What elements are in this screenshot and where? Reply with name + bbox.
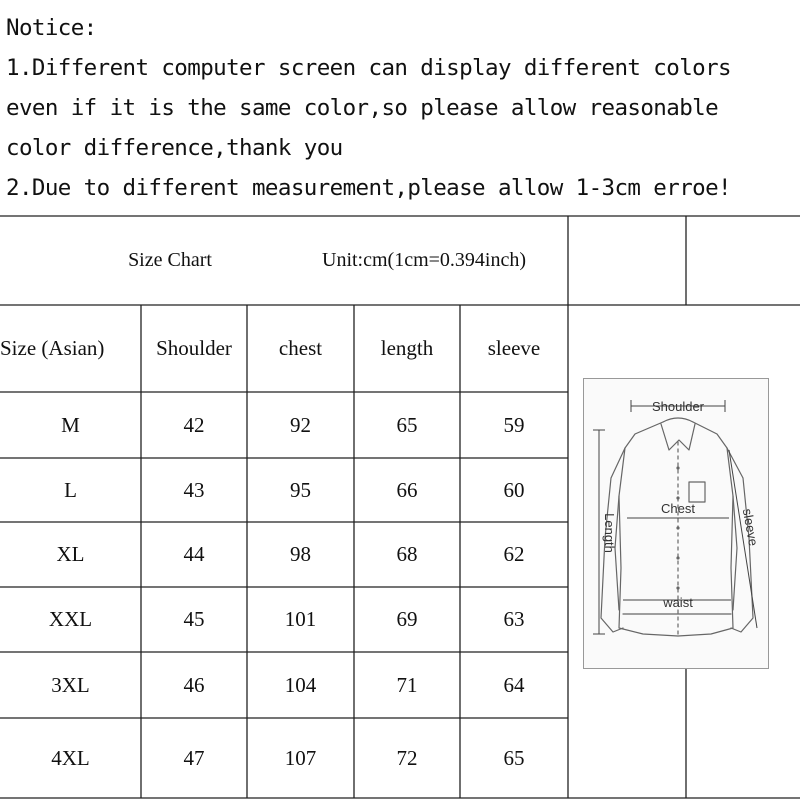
table-cell: 43 <box>183 477 205 502</box>
table-cell: 104 <box>284 672 317 697</box>
notice-line-2: even if it is the same color,so please allow reasonable <box>6 95 719 121</box>
table-cell: 46 <box>183 672 205 697</box>
sleeve-label: sleeve <box>739 507 762 548</box>
table-cell: 45 <box>183 607 205 631</box>
table-cell: 3XL <box>51 672 90 697</box>
table-cell: 65 <box>503 745 525 770</box>
table-cell: 71 <box>396 672 418 697</box>
table-cell: XL <box>56 542 85 566</box>
table-cell: 63 <box>503 607 525 631</box>
table-cell: 68 <box>396 542 418 566</box>
length-label: Length <box>602 513 617 553</box>
size-chart-caption: Size Chart <box>128 249 212 271</box>
waist-label: waist <box>663 595 693 610</box>
table-cell: XXL <box>48 607 93 631</box>
unit-label: Unit:cm(1cm=0.394inch) <box>322 249 527 271</box>
table-cell: 64 <box>503 672 525 697</box>
table-cell: 47 <box>183 745 205 770</box>
shirt-measurement-diagram <box>583 378 769 669</box>
shoulder-label: Shoulder <box>651 399 705 414</box>
table-cell: 72 <box>396 745 418 770</box>
table-cell: 66 <box>396 477 418 502</box>
table-cell: 92 <box>290 412 311 437</box>
notice-line-4: 2.Due to different measurement,please allow 1-3cm erroe! <box>6 175 731 201</box>
header-chest: chest <box>278 336 323 360</box>
table-cell: 101 <box>284 607 317 631</box>
table-cell: 42 <box>183 412 205 437</box>
table-cell: 60 <box>503 477 525 502</box>
notice-line-3: color difference,thank you <box>6 135 343 161</box>
notice-title: Notice: <box>6 15 97 41</box>
table-cell: 107 <box>284 745 317 770</box>
table-cell: 44 <box>183 542 205 566</box>
table-cell: 69 <box>396 607 418 631</box>
table-cell: M <box>61 412 80 437</box>
table-cell: 65 <box>396 412 418 437</box>
header-size: Size (Asian) <box>0 336 105 360</box>
notice-line-1: 1.Different computer screen can display different colors <box>6 55 731 81</box>
table-cell: 95 <box>290 477 311 502</box>
header-length: length <box>380 336 434 360</box>
table-cell: 62 <box>503 542 525 566</box>
table-cell: 98 <box>290 542 311 566</box>
chest-label: Chest <box>661 501 695 516</box>
header-shoulder: Shoulder <box>156 336 232 360</box>
table-cell: 59 <box>503 412 525 437</box>
header-sleeve: sleeve <box>487 336 541 360</box>
table-cell: 4XL <box>51 745 90 770</box>
table-cell: L <box>64 477 77 502</box>
